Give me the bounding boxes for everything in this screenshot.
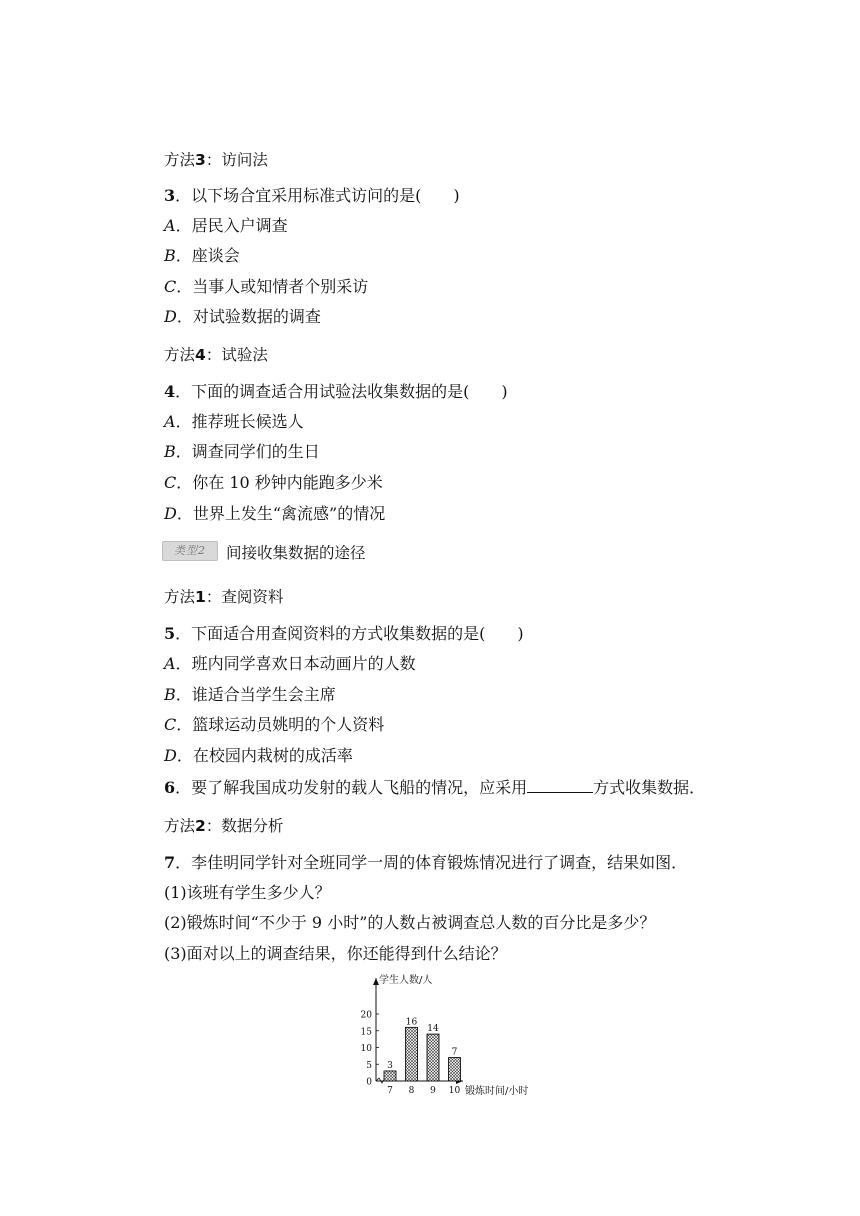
q5-option-c — [164, 715, 384, 735]
option-text: ．调查同学们的生日 — [175, 442, 320, 461]
x-tick-label: 10 — [448, 1086, 461, 1096]
option-text: ．对试验数据的调查 — [176, 307, 321, 326]
option-letter: C — [164, 473, 177, 492]
option-text: ．你在 10 秒钟内能跑多少米 — [176, 473, 383, 492]
q4-option-b — [164, 442, 320, 462]
x-axis-label: 锻炼时间/小时 — [465, 1086, 529, 1097]
option-text: ．座谈会 — [175, 246, 240, 265]
question-number: 6 — [164, 778, 176, 797]
question-text: ．下面适合用查阅资料的方式收集数据的是( ) — [175, 624, 524, 643]
y-axis-label: 学生人数/人 — [379, 975, 433, 986]
y-tick-label: 15 — [360, 1027, 372, 1038]
method-title: 查阅资料 — [221, 588, 284, 606]
x-tick-label: 7 — [387, 1086, 393, 1096]
method-title: 试验法 — [221, 346, 268, 364]
q7-part-1: (1)该班有学生多少人？ — [164, 883, 331, 902]
q4-option-d — [164, 504, 385, 524]
option-text: ．居民入户调查 — [175, 216, 288, 235]
method-label: 方法 — [164, 588, 196, 606]
question-number: 4 — [164, 382, 176, 401]
type-title: 间接收集数据的途径 — [226, 544, 366, 562]
q3-option-c — [164, 277, 368, 297]
option-letter: C — [164, 715, 177, 734]
method1-heading — [164, 587, 283, 607]
q7-part-3: (3)面对以上的调查结果，你还能得到什么结论？ — [164, 944, 507, 963]
bar — [384, 1071, 396, 1081]
option-text: ．谁适合当学生会主席 — [175, 685, 336, 704]
question-text: ．要了解我国成功发射的载人飞船的情况，应采用 — [175, 778, 528, 797]
bar — [427, 1034, 439, 1081]
y-tick-label: 20 — [360, 1010, 372, 1021]
bar-value-label: 16 — [405, 1017, 418, 1028]
method-title: 数据分析 — [221, 817, 284, 835]
question-number: 3 — [164, 186, 176, 205]
method3-heading — [164, 150, 268, 170]
method-sep: ： — [205, 151, 222, 169]
bar-chart — [355, 968, 545, 1100]
method-label: 方法 — [164, 346, 196, 364]
option-text: ．班内同学喜欢日本动画片的人数 — [175, 654, 416, 673]
q5-option-b — [164, 685, 336, 705]
q5-option-a — [164, 654, 416, 674]
method-number: 1 — [195, 588, 206, 606]
option-letter: B — [164, 685, 176, 704]
option-letter: B — [164, 442, 176, 461]
q5-stem — [164, 624, 524, 644]
question-text-end: 方式收集数据． — [593, 778, 706, 797]
bar-value-label: 3 — [387, 1060, 393, 1071]
type-badge: 类型2 — [162, 541, 218, 561]
q7-part-2: (2)锻炼时间“不少于 9 小时”的人数占被调查总人数的百分比是多少？ — [164, 913, 656, 932]
q3-stem — [164, 186, 460, 206]
option-letter: D — [164, 307, 177, 326]
y-tick-label: 5 — [366, 1060, 372, 1071]
bar-value-label: 7 — [451, 1047, 458, 1058]
method-label: 方法 — [164, 151, 196, 169]
method2-heading — [164, 816, 283, 836]
x-tick-label: 9 — [430, 1086, 436, 1096]
option-letter: A — [164, 654, 176, 673]
option-text: ．在校园内栽树的成活率 — [176, 746, 353, 765]
y-tick-label: 10 — [360, 1044, 372, 1054]
bar — [406, 1027, 418, 1081]
method-sep: ： — [205, 817, 222, 835]
method-number: 2 — [195, 817, 206, 835]
option-letter: B — [164, 246, 176, 265]
q3-option-a — [164, 216, 288, 236]
question-text: ．李佳明同学针对全班同学一周的体育锻炼情况进行了调查，结果如图． — [175, 853, 688, 872]
question-text: ．下面的调查适合用试验法收集数据的是( ) — [175, 382, 508, 401]
option-letter: A — [164, 216, 176, 235]
q5-option-d — [164, 746, 353, 766]
option-letter: A — [164, 412, 176, 431]
bar-value-label: 14 — [427, 1024, 439, 1035]
answer-blank[interactable] — [527, 777, 593, 793]
q4-option-a — [164, 412, 304, 432]
question-number: 7 — [164, 853, 176, 872]
question-number: 5 — [164, 624, 176, 643]
bar — [449, 1058, 461, 1081]
question-text: ．以下场合宜采用标准式访问的是( ) — [175, 186, 460, 205]
y-tick-label: 0 — [366, 1077, 372, 1088]
method4-heading — [164, 345, 268, 365]
method-label: 方法 — [164, 817, 196, 835]
option-text: ．当事人或知情者个别采访 — [176, 277, 369, 296]
q6-stem — [164, 777, 705, 798]
option-letter: D — [164, 746, 177, 765]
x-tick-label: 8 — [408, 1086, 415, 1096]
option-letter: D — [164, 504, 177, 523]
option-text: ．推荐班长候选人 — [175, 412, 304, 431]
q4-stem — [164, 382, 508, 402]
q3-option-b — [164, 246, 240, 266]
method-sep: ： — [205, 346, 222, 364]
q7-stem — [164, 853, 687, 873]
method-sep: ： — [205, 588, 222, 606]
option-letter: C — [164, 277, 177, 296]
q4-option-c — [164, 473, 383, 493]
method-number: 3 — [195, 151, 206, 169]
method-title: 访问法 — [221, 151, 268, 169]
option-text: ．篮球运动员姚明的个人资料 — [176, 715, 385, 734]
method-number: 4 — [195, 346, 206, 364]
q3-option-d — [164, 307, 321, 327]
option-text: ．世界上发生“禽流感”的情况 — [176, 504, 386, 523]
